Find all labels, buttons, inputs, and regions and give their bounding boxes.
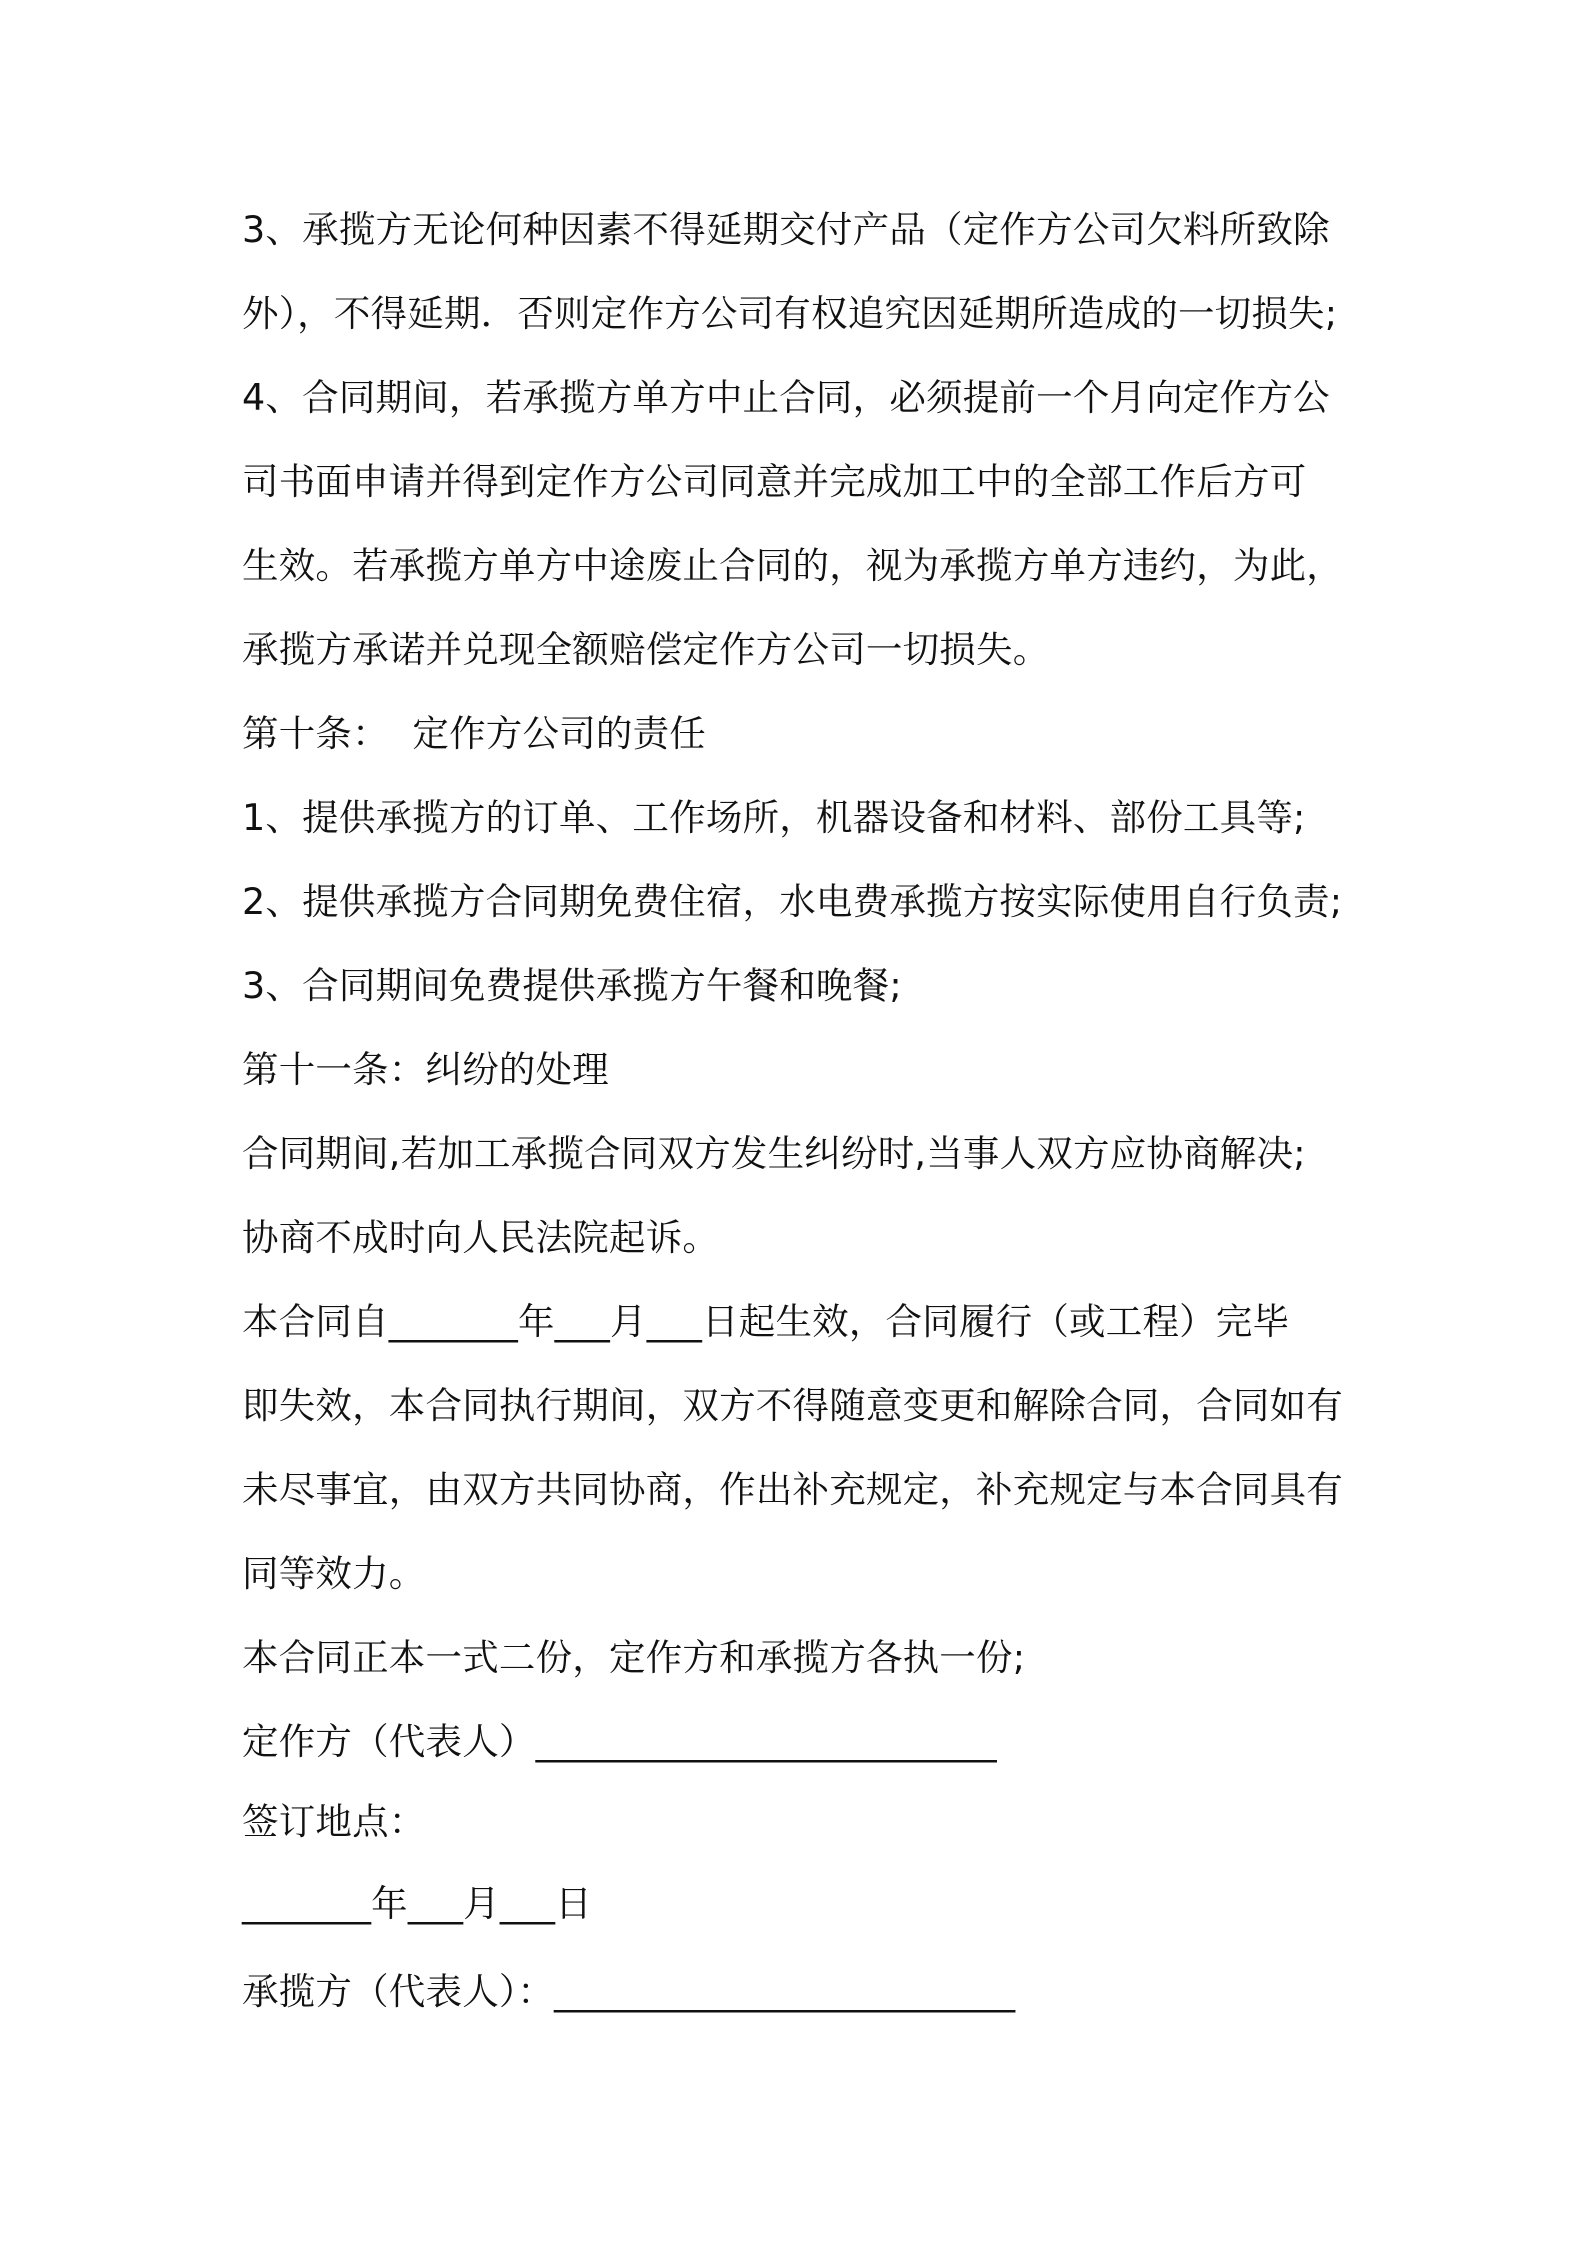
signing-date: _______年___月___日 — [242, 1882, 592, 1925]
effective-clause-line-4: 同等效力。 — [242, 1552, 426, 1595]
clause-10-heading: 第十条： 定作方公司的责任 — [242, 712, 707, 755]
effective-clause-line-2: 即失效，本合同执行期间，双方不得随意变更和解除合同，合同如有 — [242, 1384, 1343, 1427]
clause-9-item-3-line-1: 3、承揽方无论何种因素不得延期交付产品（定作方公司欠料所致除 — [242, 208, 1330, 251]
clause-10-item-2: 2、提供承揽方合同期免费住宿，水电费承揽方按实际使用自行负责; — [242, 880, 1343, 923]
clause-11-text-line-2: 协商不成时向人民法院起诉。 — [242, 1216, 720, 1259]
effective-clause-line-1: 本合同自_______年___月___日起生效，合同履行（或工程）完毕 — [242, 1300, 1290, 1343]
clause-10-item-1: 1、提供承揽方的订单、工作场所，机器设备和材料、部份工具等; — [242, 796, 1306, 839]
signing-place: 签订地点： — [242, 1800, 426, 1843]
clause-11-heading: 第十一条：纠纷的处理 — [242, 1048, 609, 1091]
clause-11-text-line-1: 合同期间,若加工承揽合同双方发生纠纷时,当事人双方应协商解决; — [242, 1132, 1306, 1175]
contractor-signature-line: 承揽方（代表人）：_________________________ — [242, 1970, 1016, 2013]
clause-9-item-4-line-2: 司书面申请并得到定作方公司同意并完成加工中的全部工作后方可 — [242, 460, 1307, 503]
orderer-signature-line: 定作方（代表人）_________________________ — [242, 1720, 997, 1763]
effective-clause-line-3: 未尽事宜，由双方共同协商，作出补充规定，补充规定与本合同具有 — [242, 1468, 1343, 1511]
clause-10-item-3: 3、合同期间免费提供承揽方午餐和晚餐; — [242, 964, 902, 1007]
copies-clause: 本合同正本一式二份，定作方和承揽方各执一份; — [242, 1636, 1026, 1679]
clause-9-item-4-line-1: 4、合同期间，若承揽方单方中止合同，必须提前一个月向定作方公 — [242, 376, 1330, 419]
clause-9-item-3-line-2: 外），不得延期．否则定作方公司有权追究因延期所造成的一切损失; — [242, 292, 1338, 335]
clause-9-item-4-line-3: 生效。若承揽方单方中途废止合同的，视为承揽方单方违约，为此， — [242, 544, 1343, 587]
clause-9-item-4-line-4: 承揽方承诺并兑现全额赔偿定作方公司一切损失。 — [242, 628, 1050, 671]
